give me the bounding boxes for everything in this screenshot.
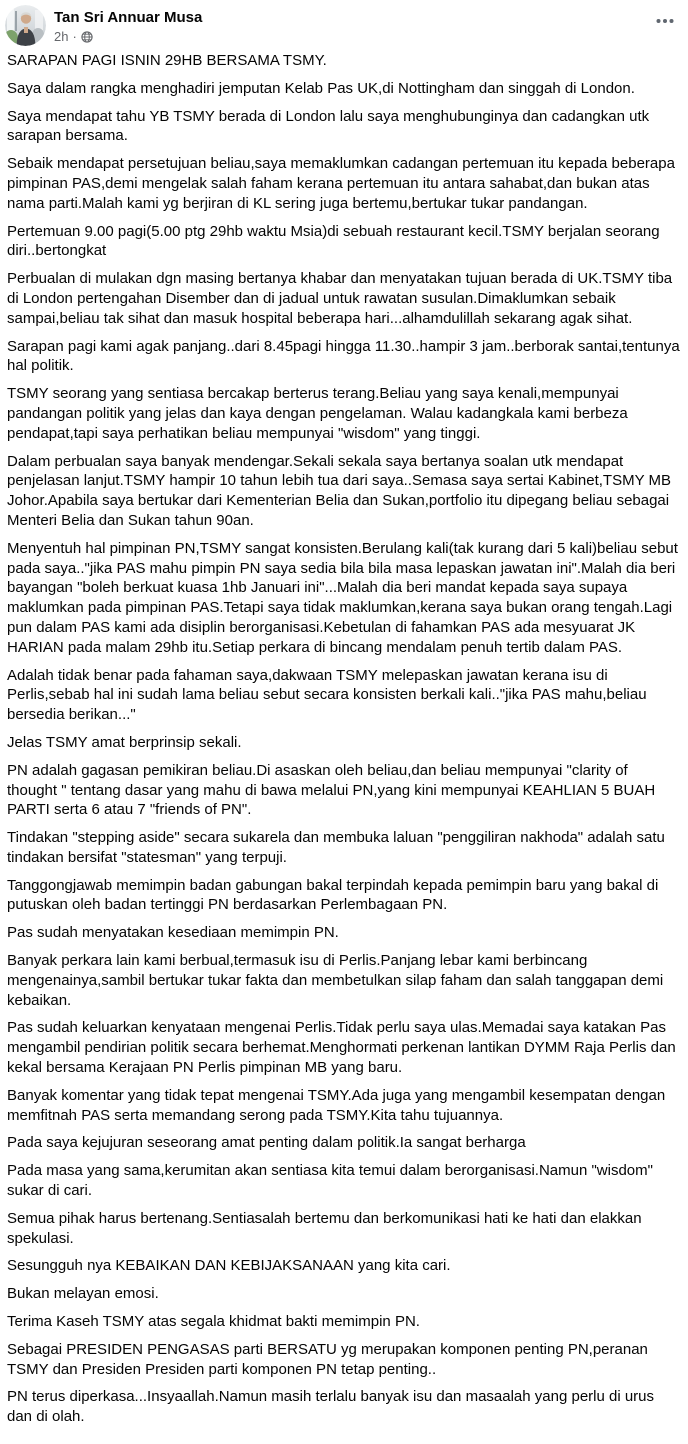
post-paragraph: Sebagai PRESIDEN PENGASAS parti BERSATU yg merupakan komponen penting PN,peranan TSMY dan Presiden Presiden parti komponen PN tetap penting.. — [7, 1340, 648, 1378]
post-paragraph: Banyak perkara lain kami berbual,termasuk isu di Perlis.Panjang lebar kami berbincang mengenainya,sambil bertukar tukar fakta dan membetulkan silap faham dan salah tanggapan demi kebaikan. — [7, 952, 664, 1009]
post-paragraph: Pas sudah keluarkan kenyataan mengenai Perlis.Tidak perlu saya ulas.Memadai saya katakan Pas mengambil pendirian politik secara berhemat.Menghormati perkenan lantikan DYMM Raja Perlis dan kekal bersama Kerajaan PN Perlis pimpinan MB yang baru. — [7, 1019, 676, 1077]
post-paragraph: Terima Kaseh TSMY atas segala khidmat bakti memimpin PN. — [7, 1313, 420, 1331]
header-meta — [54, 5, 202, 45]
post-paragraph: Perbualan di mulakan dgn masing bertanya khabar dan menyatakan tujuan berada di UK.TSMY tiba di London pertengahan Disember dan di jadual untuk rawatan susulan.Dimaklumkan sebaik sampai,beliau tak sihat dan masuk hospital beberapa hari...alhamdulillah sekarang agak sihat. — [7, 270, 673, 327]
ellipsis-icon — [655, 11, 675, 31]
more-options-button[interactable] — [651, 9, 679, 33]
post-body — [0, 48, 688, 1439]
post-paragraph: TSMY seorang yang sentiasa bercakap berterus terang.Beliau yang saya kenali,mempunyai pandangan politik yang jelas dan kaya dengan pengelaman. Walau kadangkala kami berbeza pendapat,tapi saya perhatikan beliau mempunyai "wisdom" yang tinggi. — [7, 385, 628, 442]
post-paragraph: Pada masa yang sama,kerumitan akan sentiasa kita temui dalam berorganisasi.Namun "wisdom" sukar di cari. — [7, 1162, 653, 1200]
post-paragraph: Tanggongjawab memimpin badan gabungan bakal terpindah kepada pemimpin baru yang bakal di putuskan oleh badan tertinggi PN berdasarkan Perlembagaan PN. — [7, 876, 659, 914]
post-subline — [54, 29, 202, 45]
subline-separator: · — [72, 29, 77, 44]
post-paragraph: Sesungguh nya KEBAIKAN DAN KEBIJAKSANAAN yang kita cari. — [7, 1257, 451, 1275]
post-paragraph: PN adalah gagasan pemikiran beliau.Di asaskan oleh beliau,dan beliau mempunyai "clarity of thought " tentang dasar yang mahu di bawa melalui PN,yang kini mempunyai KEAHLIAN 5 BUAH PARTI serta 6 atau 7 "friends of PN". — [7, 761, 656, 819]
post-paragraph: Saya dalam rangka menghadiri jemputan Kelab Pas UK,di Nottingham dan singgah di London. — [7, 79, 635, 97]
post-paragraph: Dalam perbualan saya banyak mendengar.Sekali sekala saya bertanya soalan utk mendapat penjelasan lanjut.TSMY hampir 10 tahun lebih tua dari saya..Semasa saya sertai Kabinet,TSMY MB Johor.Apabila saya bertukar dari Kementerian Belia dan Sukan,portfolio itu dipegang beliau sebagai Menteri Belia dan Sukan tahun 90an. — [7, 452, 671, 529]
post-paragraph: Pas sudah menyatakan kesediaan memimpin PN. — [7, 924, 339, 942]
post-paragraph: Sarapan pagi kami agak panjang..dari 8.45pagi hingga 11.30..hampir 3 jam..berborak santai,tentunya hal politik. — [7, 337, 680, 375]
globe-icon — [81, 31, 93, 43]
timestamp[interactable]: 2h — [54, 29, 69, 44]
author-name[interactable]: Tan Sri Annuar Musa — [54, 9, 203, 26]
post-paragraph: Bukan melayan emosi. — [7, 1285, 159, 1303]
post-paragraph: PN terus diperkasa...Insyaallah.Namun masih terlalu banyak isu dan masaalah yang perlu di urus dan di olah. — [7, 1388, 655, 1426]
post-header — [0, 0, 688, 48]
post-paragraph: Tindakan "stepping aside" secara sukarela dan membuka laluan "penggiliran nakhoda" adalah satu tindakan bersifat "statesman" yang terpuji. — [7, 829, 665, 866]
post-paragraph: Saya mendapat tahu YB TSMY berada di London lalu saya menghubunginya dan cadangkan utk sarapan bersama. — [7, 107, 650, 145]
post-paragraph: Sebaik mendapat persetujuan beliau,saya memaklumkan cadangan pertemuan itu kepada beberapa pimpinan PAS,demi mengelak salah faham kerana pertemuan itu antara sahabat,dan bukan atas nama parti.Malah kami yg berjiran di KL sering juga bertemu,bertukar tukar pandangan. — [7, 155, 675, 212]
profile-photo-graphic — [5, 5, 46, 46]
post-paragraph: Pertemuan 9.00 pagi(5.00 ptg 29hb waktu Msia)di sebuah restaurant kecil.TSMY berjalan seorang diri..bertongkat — [7, 222, 660, 260]
post-paragraph: Jelas TSMY amat berprinsip sekali. — [7, 733, 242, 751]
post-paragraph: Adalah tidak benar pada fahaman saya,dakwaan TSMY melepaskan jawatan kerana isu di Perlis,sebab hal ini sudah lama beliau sebut secara konsisten berkali kali.."jika PAS mahu,beliau bersedia berikan..." — [7, 666, 647, 724]
post-paragraph: Menyentuh hal pimpinan PN,TSMY sangat konsisten.Berulang kali(tak kurang dari 5 kali)beliau sebut pada saya.."jika PAS mahu pimpin PN saya sedia bila bila masa lepaskan jawatan ini".Malah dia beri bayangan "boleh berkuat kuasa 1hb Januari ini"...Malah dia beri mandat kepada saya supaya maklumkan pada pimpinan PAS.Tetapi saya tidak maklumkan,kerana saya bukan orang tengah.Lagi pun dalam PAS kami ada disiplin berorganisasi.Kebetulan di fahamkan PAS ada mesyuarat JK HARIAN pada malam 29hb itu.Setiap perkara di bincang mendalam penuh tertib dalam PAS. — [7, 539, 678, 656]
avatar[interactable] — [5, 5, 46, 46]
post-paragraph: SARAPAN PAGI ISNIN 29HB BERSAMA TSMY. — [7, 52, 327, 69]
post-paragraph: Semua pihak harus bertenang.Sentiasalah bertemu dan berkomunikasi hati ke hati dan elakkan spekulasi. — [7, 1209, 642, 1247]
post-paragraph: Banyak komentar yang tidak tepat mengenai TSMY.Ada juga yang mengambil kesempatan dengan memfitnah PAS serta memandang serong pada TSMY.Kita tahu tujuannya. — [7, 1086, 666, 1124]
post-paragraph: Pada saya kejujuran seseorang amat penting dalam politik.Ia sangat berharga — [7, 1134, 526, 1152]
